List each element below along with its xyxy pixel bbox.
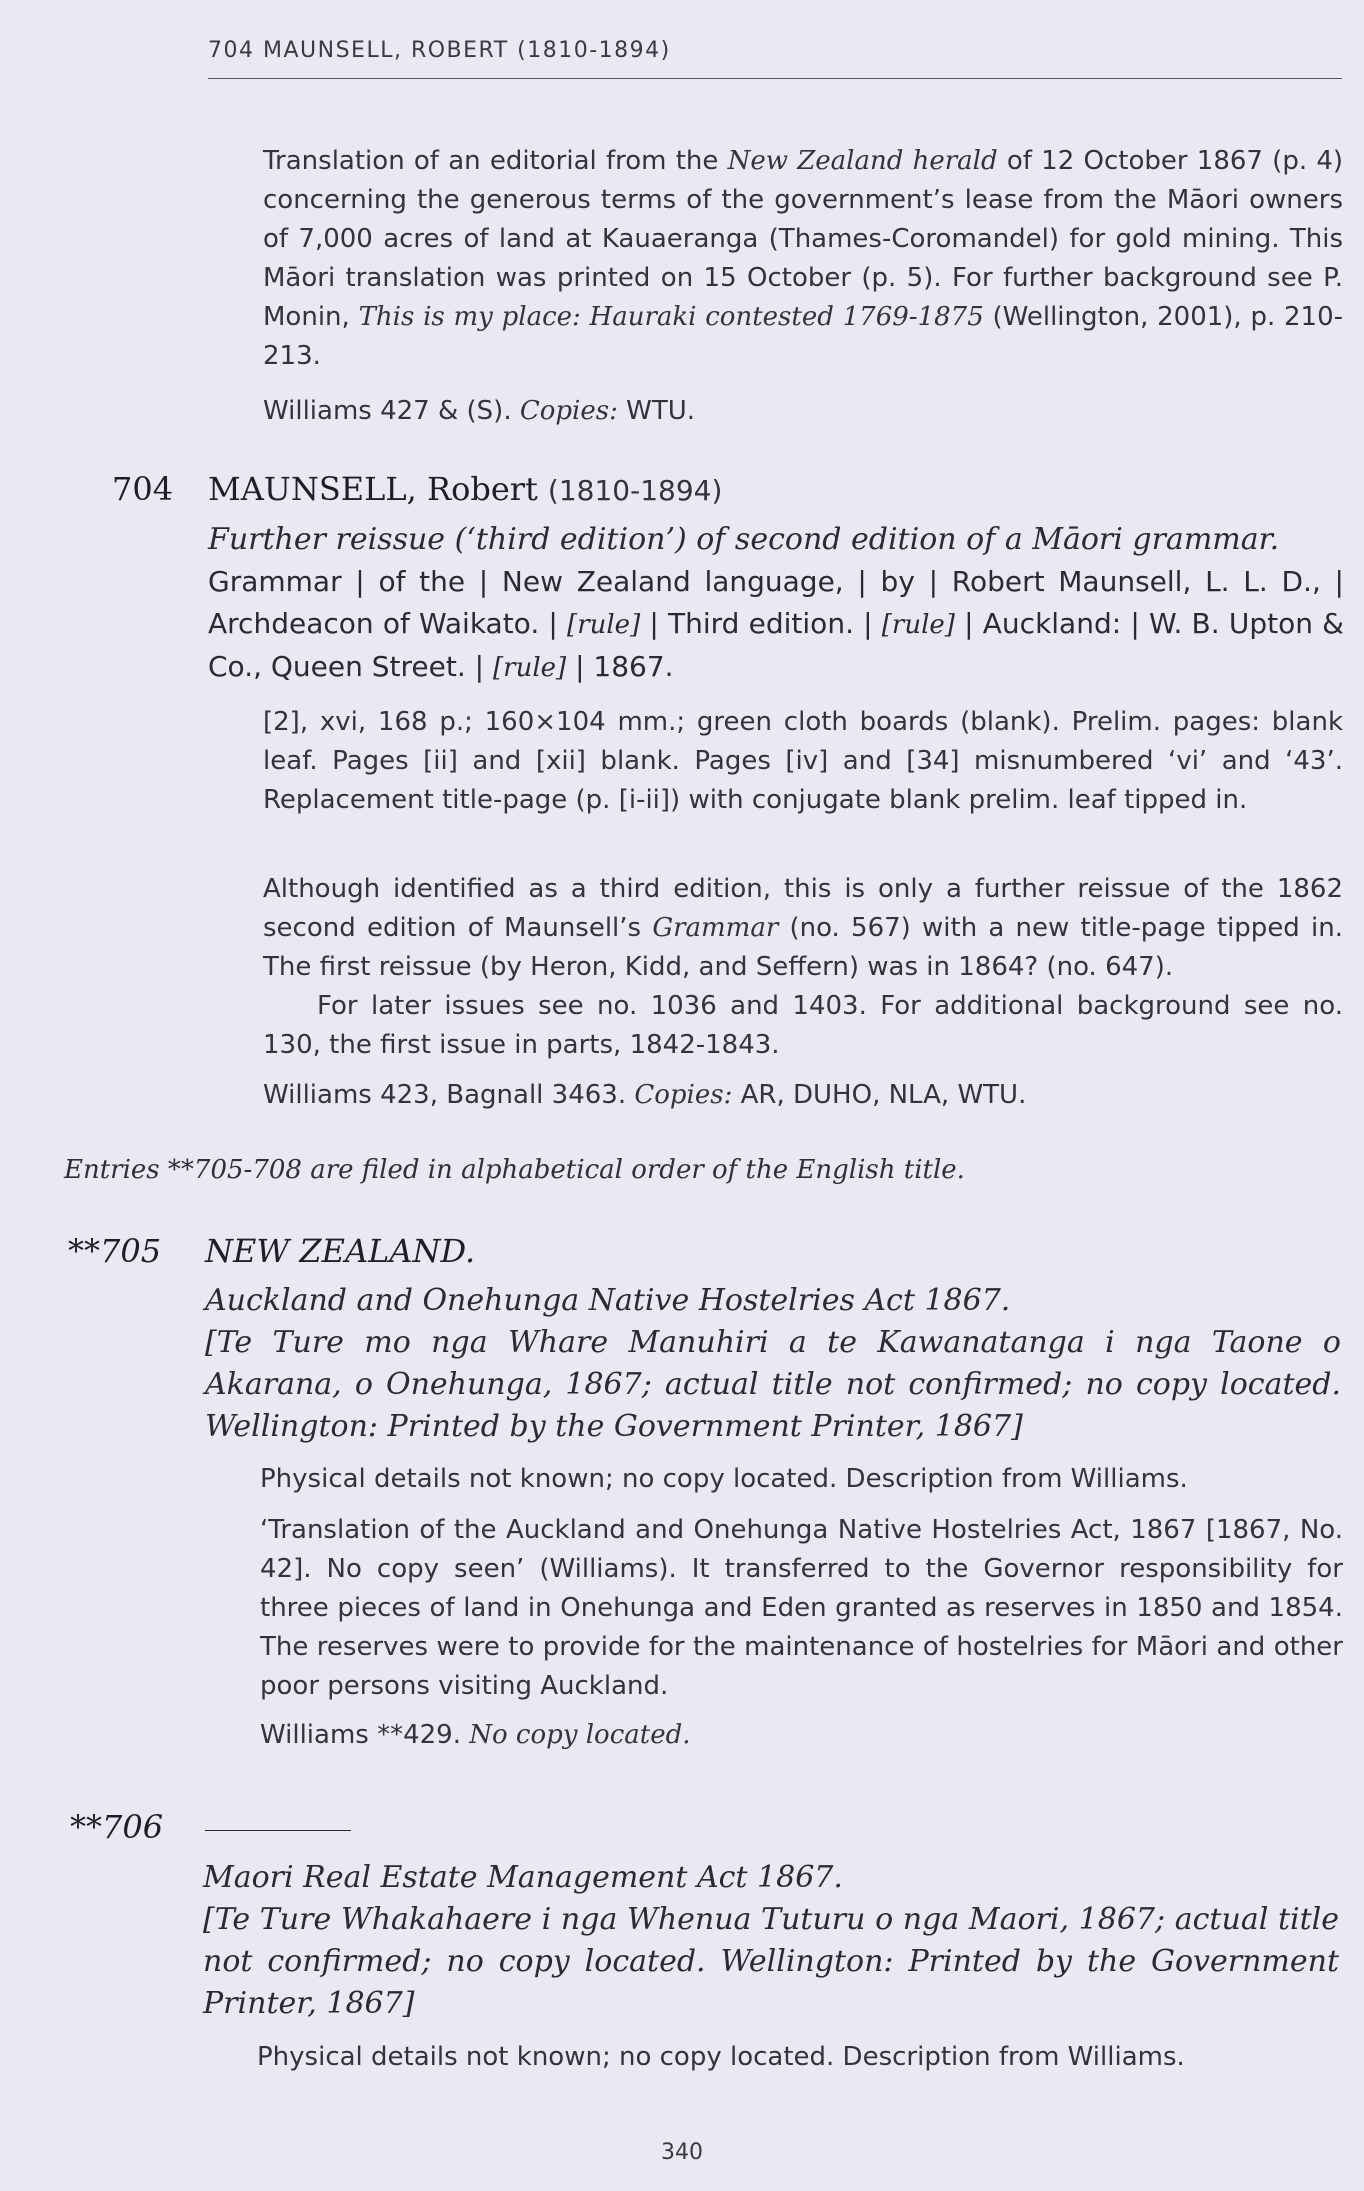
entry-704-title-transcription: Grammar | of the | New Zealand language, | by | Robert Maunsell, L. L. D., | Archdeacon of Waikato. | [rule] | Third edition. | [rule] | Auckland: | W. B. Upton & Co., Queen Street. | [rule] | 1867.: [208, 565, 1344, 683]
entry-706-physical: Physical details not known; no copy located. Description from Williams.: [257, 2042, 1185, 2072]
entry-705-physical: Physical details not known; no copy located. Description from Williams.: [260, 1464, 1188, 1494]
entry-705-bracket-title: [Te Ture mo nga Whare Manuhiri a te Kawanatanga i nga Taone o Akarana, o Onehunga, 1867; actual title not confirmed; no copy located. Wellington: Printed by the Government Printer, 1867]: [205, 1325, 1341, 1444]
entry-706-subtitle: Maori Real Estate Management Act 1867.: [203, 1860, 843, 1895]
entry-704-heading: [208, 470, 722, 508]
ditto-rule: [205, 1830, 351, 1831]
entry-705-subtitle: Auckland and Onehunga Native Hostelries Act 1867.: [205, 1283, 1011, 1318]
entry-704-subtitle: Further reissue (‘third edition’) of second edition of a Māori grammar.: [208, 522, 1280, 557]
author-name: MAUNSELL, Robert: [208, 470, 538, 508]
entry-705-refs: Williams **429. No copy located.: [260, 1720, 691, 1750]
entry-704-notes: [263, 870, 1343, 1065]
entry-number-706: **706: [70, 1808, 164, 1846]
reference-book-title: This is my place: Hauraki contested 1769-1875: [358, 302, 984, 332]
page-number: 340: [661, 2140, 703, 2165]
entry-706-bracket-title: [Te Ture Whakahaere i nga Whenua Tuturu o nga Maori, 1867; actual title not confirmed; no copy located. Wellington: Printed by the Government Printer, 1867]: [203, 1902, 1339, 2021]
author-dates: (1810-1894): [547, 474, 723, 507]
entry-704-physical: [2], xvi, 168 p.; 160×104 mm.; green cloth boards (blank). Prelim. pages: blank leaf. Pages [ii] and [xii] blank. Pages [iv] and [34] misnumbered ‘vi’ and ‘43’. Replacement title-page (p. [i-ii]) with conjugate blank prelim. leaf tipped in.: [263, 707, 1343, 815]
running-head: 704 MAUNSELL, ROBERT (1810-1894): [208, 38, 671, 63]
continuation-refs: Williams 427 & (S). Copies: WTU.: [263, 396, 696, 426]
filing-note: Entries **705-708 are filed in alphabetical order of the English title.: [64, 1155, 965, 1185]
entry-704-note-1: Although identified as a third edition, this is only a further reissue of the 1862 second edition of Maunsell’s Grammar (no. 567) with a new title-page tipped in. The first reissue (by Heron, Kidd, and Seffern) was in 1864? (no. 647).: [263, 874, 1344, 982]
header-rule: [208, 78, 1342, 79]
entry-705-heading: NEW ZEALAND.: [205, 1232, 476, 1270]
continuation-text: [263, 142, 1343, 376]
continuation-paragraph: Translation of an editorial from the New Zealand herald of 12 October 1867 (p. 4) concerning the generous terms of the government’s lease from the Māori owners of 7,000 acres of land at Kauaeranga (Thames-Coromandel) for gold mining. This Māori translation was printed on 15 October (p. 5). For further background see P. Monin, This is my place: Hauraki contested 1769-1875 (Wellington, 2001), p. 210-213.: [263, 146, 1344, 371]
newspaper-title: New Zealand herald: [727, 146, 998, 176]
entry-number-705: **705: [68, 1232, 162, 1270]
entry-704-note-2: For later issues see no. 1036 and 1403. For additional background see no. 130, the first issue in parts, 1842-1843.: [263, 991, 1343, 1060]
entry-705-notes: ‘Translation of the Auckland and Onehunga Native Hostelries Act, 1867 [1867, No. 42]. No copy seen’ (Williams). It transferred to the Governor responsibility for three pieces of land in Onehunga and Eden granted as reserves in 1850 and 1854. The reserves were to provide for the maintenance of hostelries for Māori and other poor persons visiting Auckland.: [260, 1515, 1343, 1701]
entry-number-704: 704: [112, 470, 174, 508]
entry-704-refs: Williams 423, Bagnall 3463. Copies: AR, DUHO, NLA, WTU.: [263, 1080, 1027, 1110]
